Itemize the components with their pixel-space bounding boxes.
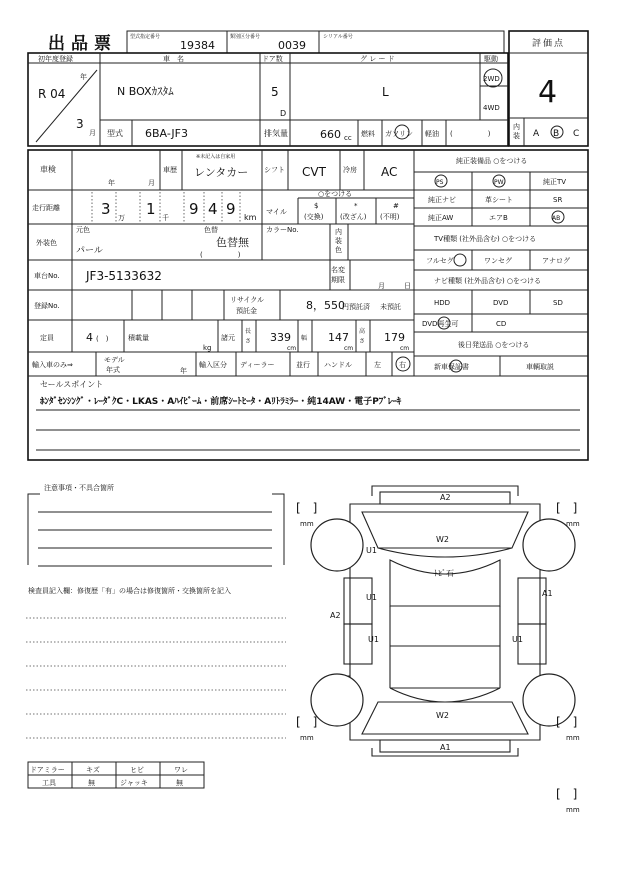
shift-label: シフト	[264, 166, 285, 174]
fuel-other: ( )	[450, 130, 491, 138]
recycle-label-1: リサイクル	[230, 296, 265, 304]
sheet-title: 出品票	[48, 34, 117, 54]
legend-r1-c2: キズ	[86, 766, 100, 774]
chassis-label: 車台No.	[34, 272, 60, 280]
rating-label: 評価点	[532, 39, 566, 49]
color-label: 外装色	[36, 239, 57, 247]
history-label: 車歴	[163, 166, 177, 174]
length-value: 339	[270, 331, 291, 344]
navi-hdd: HDD	[434, 299, 451, 307]
tv-oneseg: ワンセグ	[484, 257, 512, 265]
import-label: 輸入車のみ⇒	[32, 361, 73, 369]
mileage-label: 走行距離	[32, 204, 60, 212]
legend-r1-c3: ヒビ	[130, 766, 144, 774]
mileage-digit-5: 9	[226, 200, 236, 218]
equip-pw: PW	[494, 179, 504, 186]
displacement-unit: cc	[344, 134, 352, 142]
recycle-value: 8，550	[306, 299, 345, 312]
tv-fullseg-circle	[454, 254, 466, 266]
original-color-value: パール	[76, 246, 103, 256]
import-dealer: ディーラー	[240, 361, 275, 369]
class-no-value: 0039	[278, 39, 306, 52]
legend-r1-c1: ドアミラー	[30, 766, 65, 774]
equip-ps: PS	[436, 179, 444, 186]
bracket-rl: [ ]	[296, 715, 318, 729]
name-change-day: 日	[404, 282, 411, 290]
height-value: 179	[384, 331, 405, 344]
bracket-rr: [ ]	[556, 715, 578, 729]
sales-point-label: セールスポイント	[40, 380, 104, 389]
length-unit: cm	[287, 345, 297, 352]
drive-label: 駆動	[484, 55, 498, 63]
chassis-value: JF3-5133632	[86, 269, 162, 283]
height-unit: cm	[400, 345, 410, 352]
interior-b: B	[553, 129, 560, 139]
bracket-fr-mm: mm	[566, 520, 580, 528]
first-reg-month-unit: 月	[89, 129, 96, 137]
handle-right: 右	[399, 361, 406, 369]
serial-label: シリアル番号	[323, 34, 353, 40]
mark-windscreen: ﾄﾋﾞ石	[434, 569, 454, 578]
bracket-rr-mm: mm	[566, 734, 580, 742]
capacity-label: 定員	[40, 334, 54, 342]
model-year-label-2: 年式	[106, 366, 120, 374]
inspection-year-unit: 年	[108, 179, 115, 187]
height-label-2: さ	[359, 338, 366, 345]
interior-label-2: 装	[513, 132, 520, 140]
mark-rear-bumper: A1	[440, 743, 451, 752]
tv-header: TV種類 (社外品含む) ○をつける	[434, 235, 537, 243]
type-no-box	[127, 31, 227, 53]
interior-color-label-3: 色	[335, 246, 342, 254]
first-reg-month: 3	[76, 117, 84, 131]
class-no-label: 類別区分番号	[230, 34, 261, 40]
car-name-label: 車 名	[163, 55, 184, 63]
bracket-rl-mm: mm	[300, 734, 314, 742]
mileage-digit-1: 3	[101, 200, 111, 218]
equip-navi: 純正ナビ	[428, 196, 456, 204]
mark-right-rear-door: U1	[512, 635, 523, 644]
length-label-2: さ	[245, 338, 252, 345]
mark-rear-gate: W2	[436, 711, 449, 720]
bracket-spare: [ ]	[556, 787, 578, 801]
inspector-label: 検査員記入欄：修復歴「有」の場合は修復箇所・交換箇所を記入	[28, 587, 231, 595]
drive-4wd: 4WD	[483, 104, 500, 112]
displacement-label: 排気量	[264, 129, 288, 138]
navi-dvd-play: DVD再生可	[422, 320, 459, 328]
navi-cd: CD	[496, 320, 507, 328]
width-unit: cm	[344, 345, 354, 352]
model-value: 6BA-JF3	[145, 127, 188, 140]
legend-r2-c4: 無	[176, 779, 183, 787]
fuel-light-oil: 軽油	[425, 130, 439, 138]
length-label-1: 長	[245, 328, 252, 335]
ac-label: 冷房	[343, 166, 357, 174]
equip-leather: 革シート	[485, 196, 513, 204]
load-label: 積載量	[128, 334, 149, 342]
inspection-month-unit: 月	[148, 179, 155, 187]
mileage-man: 万	[118, 214, 125, 222]
mark-front-bumper: A2	[440, 493, 451, 502]
name-change-label-2: 期限	[331, 276, 345, 284]
car-name-value: N BOXｶｽﾀﾑ	[117, 85, 174, 98]
equip-ab: AB	[552, 215, 561, 222]
color-change-label: 色替	[204, 226, 218, 234]
import-class-label: 輸入区分	[199, 361, 227, 369]
mark-left-front-door: U1	[366, 593, 377, 602]
mark-front-left-fender: U1	[366, 546, 377, 555]
doors-label: ドア数	[262, 55, 283, 63]
recycle-unit: 円預託済	[342, 303, 370, 311]
drive-2wd: 2WD	[483, 75, 500, 83]
mark-left-rear-door: U1	[368, 635, 379, 644]
recycle-unpaid: 未預託	[380, 303, 401, 311]
interior-c: C	[573, 129, 580, 139]
tamper-label: (改ざん)	[340, 213, 367, 221]
load-kg: kg	[203, 344, 212, 352]
fuel-gasoline: ガソリン	[385, 130, 413, 138]
tv-fullseg: フルセグ	[426, 257, 454, 265]
history-value: レンタカー	[194, 166, 249, 179]
legend-r1-c4: ワレ	[174, 766, 188, 774]
tamper-mark: *	[354, 202, 358, 210]
original-color-label: 元色	[76, 226, 90, 234]
exchange-mark: $	[314, 202, 319, 210]
later-manual: 車輌取説	[526, 363, 554, 371]
equip-header: 純正装備品 ○をつける	[456, 157, 528, 165]
width-value: 147	[328, 331, 349, 344]
first-reg-year: R 04	[38, 87, 66, 101]
interior-color-label-1: 内	[335, 228, 342, 236]
legend-r2-c1: 工具	[42, 779, 56, 787]
mark-left-side: A2	[330, 611, 341, 620]
color-no-label: カラーNo.	[266, 226, 299, 234]
type-no-value: 19384	[180, 39, 215, 52]
bracket-fl: [ ]	[296, 501, 318, 515]
first-reg-year-unit: 年	[80, 73, 87, 81]
height-label-1: 高	[359, 328, 366, 335]
navi-header: ナビ種類 (社外品含む) ○をつける	[434, 277, 542, 285]
sales-point-text: ﾎﾝﾀﾞｾﾝｼﾝｸﾞ・ﾚｰﾀﾞｸC・LKAS・Aﾊｲﾋﾞｰﾑ・前席ｼｰﾄﾋｰﾀ・Aﾘﾄﾗﾐﾗｰ・純14AW・電子Pﾌﾞﾚｰｷ	[40, 397, 402, 407]
capacity-unit: ( )	[96, 335, 109, 343]
ac-value: AC	[381, 165, 398, 179]
mark-hood: W2	[436, 535, 449, 544]
history-note: ※未記入は自家用	[196, 154, 236, 160]
dims-label: 諸元	[221, 334, 235, 342]
capacity-value: 4	[86, 331, 93, 344]
shift-value: CVT	[302, 165, 326, 179]
name-change-label-1: 名変	[331, 266, 345, 274]
handle-label: ハンドル	[324, 361, 352, 369]
color-change-value: 色替無	[216, 236, 249, 249]
interior-label: 内	[513, 123, 520, 131]
recycle-label-2: 預託金	[236, 307, 257, 315]
first-reg-label: 初年度登録	[38, 55, 73, 63]
handle-left: 左	[374, 361, 381, 369]
inspection-label: 車検	[40, 165, 56, 174]
equip-airb: エアB	[489, 214, 508, 222]
grade-value: L	[382, 85, 389, 99]
bracket-fr: [ ]	[556, 501, 578, 515]
width-label: 幅	[301, 335, 308, 342]
name-change-month: 月	[378, 282, 385, 290]
unknown-label: (不明)	[380, 213, 400, 221]
grade-label: グ レ ー ド	[360, 55, 395, 63]
navi-sd: SD	[553, 299, 563, 307]
mileage-digit-4: 4	[208, 200, 218, 218]
equip-aw: 純正AW	[428, 214, 454, 222]
model-label: 型式	[107, 129, 123, 138]
fuel-label: 燃料	[361, 130, 375, 138]
equip-tv: 純正TV	[543, 178, 567, 186]
legend-r2-c3: ジャッキ	[120, 779, 148, 787]
mileage-unit-header: ○をつける	[318, 190, 353, 198]
mileage-digit-3: 9	[189, 200, 199, 218]
later-header: 後日発送品 ○をつける	[458, 341, 530, 349]
mileage-km: km	[244, 213, 257, 222]
interior-color-label-2: 装	[335, 237, 342, 245]
mile-label: マイル	[266, 208, 287, 216]
rating-value: 4	[538, 75, 558, 110]
equip-sunroof: SR	[553, 196, 563, 204]
mileage-digit-2: 1	[146, 200, 156, 218]
mileage-sen: 千	[162, 214, 169, 222]
bracket-fl-mm: mm	[300, 520, 314, 528]
exchange-label: (交換)	[304, 213, 324, 221]
type-no-label: 型式指定番号	[130, 34, 161, 40]
interior-a: A	[533, 129, 540, 139]
later-warranty: 新車保証書	[434, 363, 469, 371]
tv-analog: アナログ	[542, 257, 570, 265]
model-year-suffix: 年	[180, 367, 187, 375]
legend-r2-c2: 無	[88, 779, 95, 787]
navi-dvd: DVD	[493, 299, 509, 307]
import-parallel: 並行	[296, 361, 310, 369]
reg-no-label: 登録No.	[34, 302, 60, 310]
class-no-box	[227, 31, 319, 53]
caution-label: 注意事項・不具合箇所	[44, 484, 114, 492]
mark-right-front-door: A1	[542, 589, 553, 598]
color-paren: ( )	[200, 251, 241, 259]
bracket-spare-mm: mm	[566, 806, 580, 814]
displacement-value: 660	[320, 128, 341, 141]
doors-suffix: D	[280, 109, 287, 118]
model-year-label-1: モデル	[104, 356, 125, 364]
doors-value: 5	[271, 85, 279, 99]
unknown-mark: #	[393, 202, 399, 210]
serial-box	[319, 31, 504, 53]
